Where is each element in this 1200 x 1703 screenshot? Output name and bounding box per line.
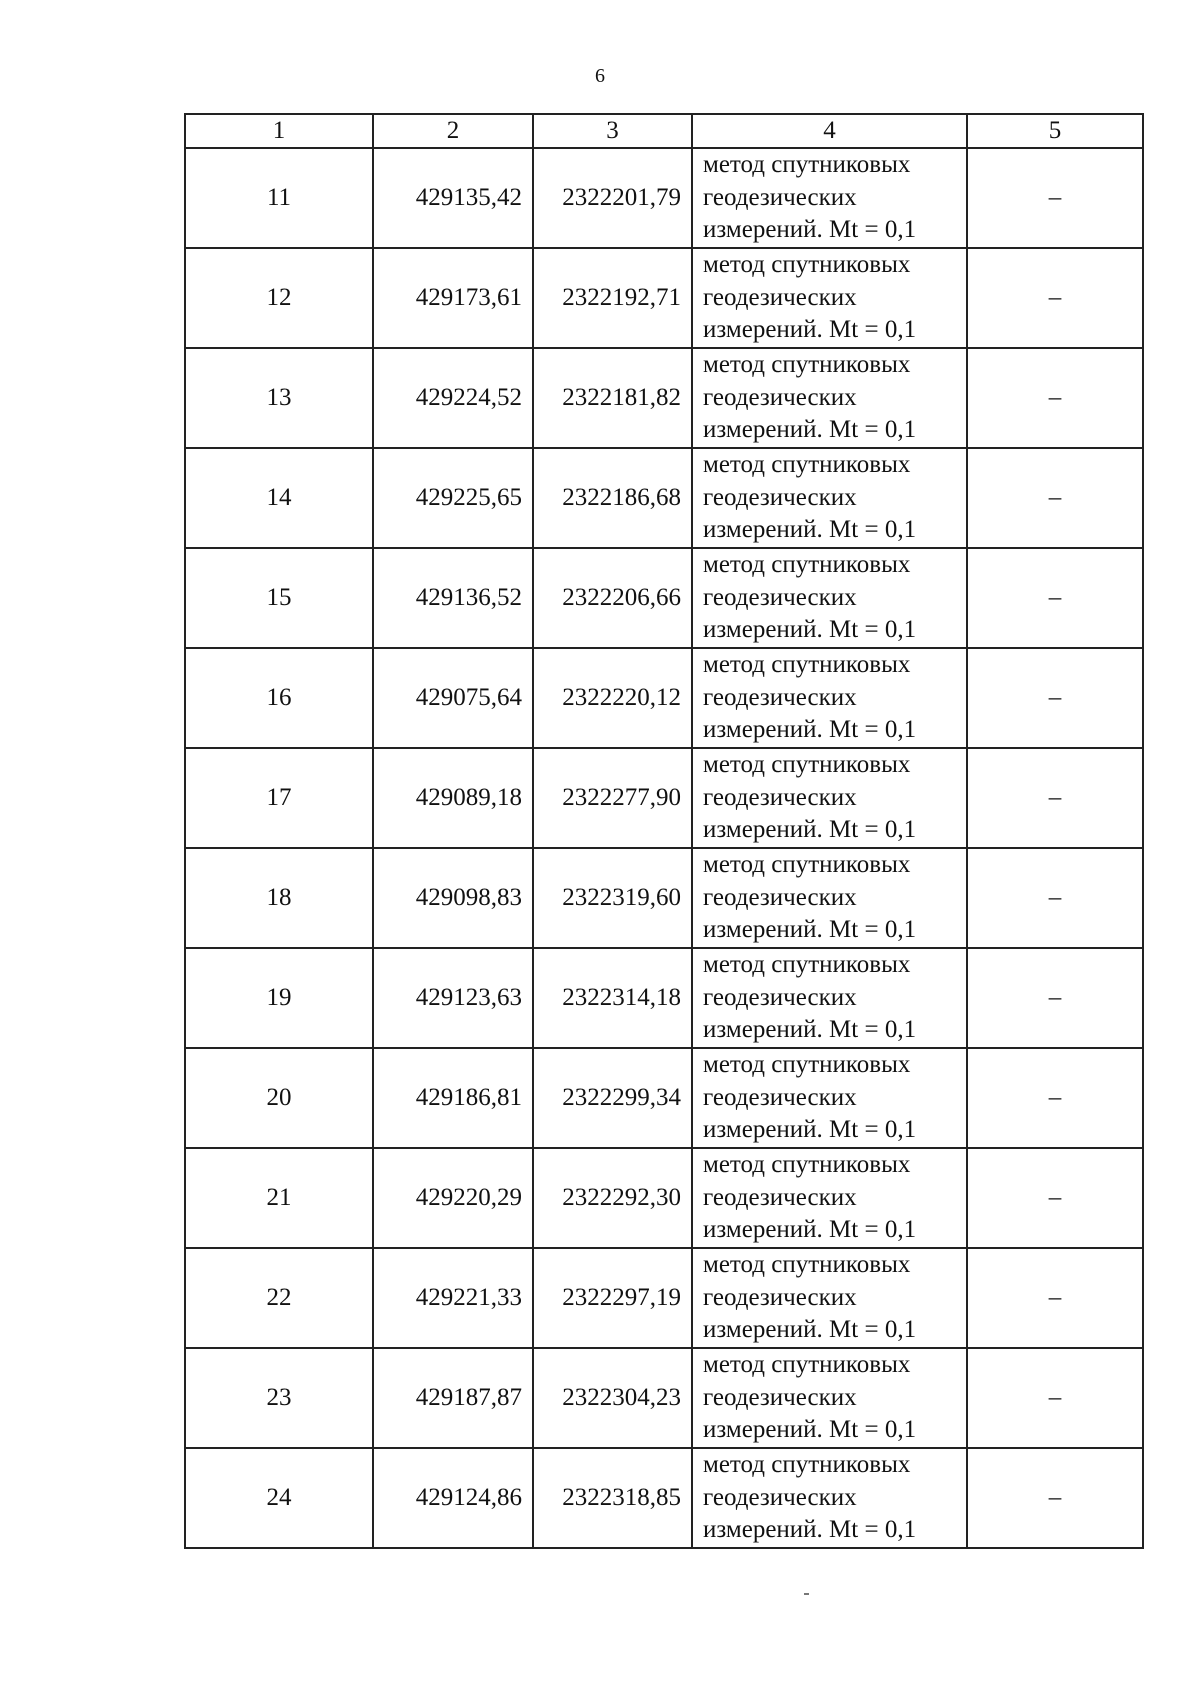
header-cell: 3 xyxy=(533,114,692,148)
coordinate-x: 429173,61 xyxy=(373,248,533,348)
method-line: измерений. Mt = 0,1 xyxy=(703,216,917,244)
method-line: измерений. Mt = 0,1 xyxy=(703,316,917,344)
coordinate-y: 2322314,18 xyxy=(533,948,692,1048)
method-cell xyxy=(692,148,967,248)
coordinate-x: 429220,29 xyxy=(373,1148,533,1248)
coordinate-x: 429089,18 xyxy=(373,748,533,848)
method-line: измерений. Mt = 0,1 xyxy=(703,1516,917,1544)
point-number: 22 xyxy=(185,1248,373,1348)
method-line: геодезических xyxy=(703,1283,857,1311)
method-line: геодезических xyxy=(703,1083,857,1111)
point-number: 11 xyxy=(185,148,373,248)
table-row xyxy=(185,648,1143,748)
coordinate-y: 2322201,79 xyxy=(533,148,692,248)
header-cell: 1 xyxy=(185,114,373,148)
point-number: 19 xyxy=(185,948,373,1048)
method-line: измерений. Mt = 0,1 xyxy=(703,416,917,444)
method-line: геодезических xyxy=(703,683,857,711)
coordinate-x: 429225,65 xyxy=(373,448,533,548)
coordinate-y: 2322297,19 xyxy=(533,1248,692,1348)
coordinate-y: 2322319,60 xyxy=(533,848,692,948)
table-row xyxy=(185,948,1143,1048)
coordinates-table xyxy=(184,113,1144,1549)
method-cell xyxy=(692,748,967,848)
note-cell: – xyxy=(967,648,1143,748)
method-cell xyxy=(692,548,967,648)
method-line: метод спутниковых xyxy=(703,151,911,179)
note-cell: – xyxy=(967,848,1143,948)
method-cell xyxy=(692,348,967,448)
method-line: метод спутниковых xyxy=(703,1151,911,1179)
note-cell: – xyxy=(967,1448,1143,1548)
method-line: геодезических xyxy=(703,983,857,1011)
note-cell: – xyxy=(967,148,1143,248)
method-line: метод спутниковых xyxy=(703,1451,911,1479)
coordinate-x: 429123,63 xyxy=(373,948,533,1048)
header-cell: 4 xyxy=(692,114,967,148)
point-number: 21 xyxy=(185,1148,373,1248)
method-line: метод спутниковых xyxy=(703,751,911,779)
point-number: 18 xyxy=(185,848,373,948)
method-line: измерений. Mt = 0,1 xyxy=(703,1116,917,1144)
table-row xyxy=(185,548,1143,648)
coordinate-y: 2322292,30 xyxy=(533,1148,692,1248)
coordinate-x: 429124,86 xyxy=(373,1448,533,1548)
method-line: геодезических xyxy=(703,283,857,311)
coordinate-x: 429186,81 xyxy=(373,1048,533,1148)
point-number: 20 xyxy=(185,1048,373,1148)
coordinate-y: 2322181,82 xyxy=(533,348,692,448)
coordinate-y: 2322304,23 xyxy=(533,1348,692,1448)
note-cell: – xyxy=(967,348,1143,448)
table-row xyxy=(185,1048,1143,1148)
method-line: геодезических xyxy=(703,783,857,811)
point-number: 14 xyxy=(185,448,373,548)
coordinate-x: 429135,42 xyxy=(373,148,533,248)
method-line: измерений. Mt = 0,1 xyxy=(703,916,917,944)
method-line: метод спутниковых xyxy=(703,551,911,579)
page-number: 6 xyxy=(595,65,605,87)
table-row xyxy=(185,148,1143,248)
method-line: метод спутниковых xyxy=(703,351,911,379)
method-cell xyxy=(692,1348,967,1448)
method-line: измерений. Mt = 0,1 xyxy=(703,1416,917,1444)
coordinate-x: 429221,33 xyxy=(373,1248,533,1348)
point-number: 23 xyxy=(185,1348,373,1448)
method-line: метод спутниковых xyxy=(703,1351,911,1379)
method-line: геодезических xyxy=(703,383,857,411)
method-cell xyxy=(692,1448,967,1548)
table-row xyxy=(185,1348,1143,1448)
method-cell xyxy=(692,1048,967,1148)
note-cell: – xyxy=(967,1148,1143,1248)
coordinate-y: 2322318,85 xyxy=(533,1448,692,1548)
coordinate-y: 2322206,66 xyxy=(533,548,692,648)
method-line: геодезических xyxy=(703,583,857,611)
coordinate-x: 429075,64 xyxy=(373,648,533,748)
coordinate-y: 2322186,68 xyxy=(533,448,692,548)
note-cell: – xyxy=(967,548,1143,648)
method-line: геодезических xyxy=(703,1383,857,1411)
method-line: метод спутниковых xyxy=(703,851,911,879)
note-cell: – xyxy=(967,448,1143,548)
note-cell: – xyxy=(967,248,1143,348)
note-cell: – xyxy=(967,1048,1143,1148)
method-line: измерений. Mt = 0,1 xyxy=(703,816,917,844)
method-cell xyxy=(692,1148,967,1248)
coordinate-x: 429098,83 xyxy=(373,848,533,948)
coordinate-y: 2322299,34 xyxy=(533,1048,692,1148)
table-row xyxy=(185,1148,1143,1248)
method-line: измерений. Mt = 0,1 xyxy=(703,516,917,544)
coordinate-x: 429187,87 xyxy=(373,1348,533,1448)
note-cell: – xyxy=(967,1348,1143,1448)
method-line: геодезических xyxy=(703,1483,857,1511)
scan-speck xyxy=(804,1593,809,1595)
coordinate-y: 2322192,71 xyxy=(533,248,692,348)
coordinate-x: 429136,52 xyxy=(373,548,533,648)
method-cell xyxy=(692,648,967,748)
method-line: измерений. Mt = 0,1 xyxy=(703,716,917,744)
method-line: геодезических xyxy=(703,483,857,511)
table-row xyxy=(185,248,1143,348)
method-line: метод спутниковых xyxy=(703,1051,911,1079)
header-cell: 5 xyxy=(967,114,1143,148)
point-number: 15 xyxy=(185,548,373,648)
note-cell: – xyxy=(967,948,1143,1048)
method-line: геодезических xyxy=(703,1183,857,1211)
method-line: измерений. Mt = 0,1 xyxy=(703,1016,917,1044)
method-line: метод спутниковых xyxy=(703,1251,911,1279)
method-line: измерений. Mt = 0,1 xyxy=(703,1216,917,1244)
method-line: измерений. Mt = 0,1 xyxy=(703,1316,917,1344)
note-cell: – xyxy=(967,748,1143,848)
header-cell: 2 xyxy=(373,114,533,148)
table-row xyxy=(185,448,1143,548)
table-row xyxy=(185,348,1143,448)
table-header-row xyxy=(185,114,1143,148)
point-number: 12 xyxy=(185,248,373,348)
coordinate-x: 429224,52 xyxy=(373,348,533,448)
method-cell xyxy=(692,1248,967,1348)
method-line: метод спутниковых xyxy=(703,451,911,479)
method-cell xyxy=(692,448,967,548)
method-cell xyxy=(692,948,967,1048)
method-line: измерений. Mt = 0,1 xyxy=(703,616,917,644)
point-number: 17 xyxy=(185,748,373,848)
table-row xyxy=(185,1248,1143,1348)
method-line: метод спутниковых xyxy=(703,251,911,279)
method-line: геодезических xyxy=(703,183,857,211)
point-number: 24 xyxy=(185,1448,373,1548)
method-cell xyxy=(692,848,967,948)
point-number: 16 xyxy=(185,648,373,748)
coordinate-y: 2322220,12 xyxy=(533,648,692,748)
coordinate-y: 2322277,90 xyxy=(533,748,692,848)
table-row xyxy=(185,748,1143,848)
note-cell: – xyxy=(967,1248,1143,1348)
method-line: метод спутниковых xyxy=(703,651,911,679)
point-number: 13 xyxy=(185,348,373,448)
method-line: метод спутниковых xyxy=(703,951,911,979)
method-cell xyxy=(692,248,967,348)
table-row xyxy=(185,1448,1143,1548)
table-row xyxy=(185,848,1143,948)
method-line: геодезических xyxy=(703,883,857,911)
